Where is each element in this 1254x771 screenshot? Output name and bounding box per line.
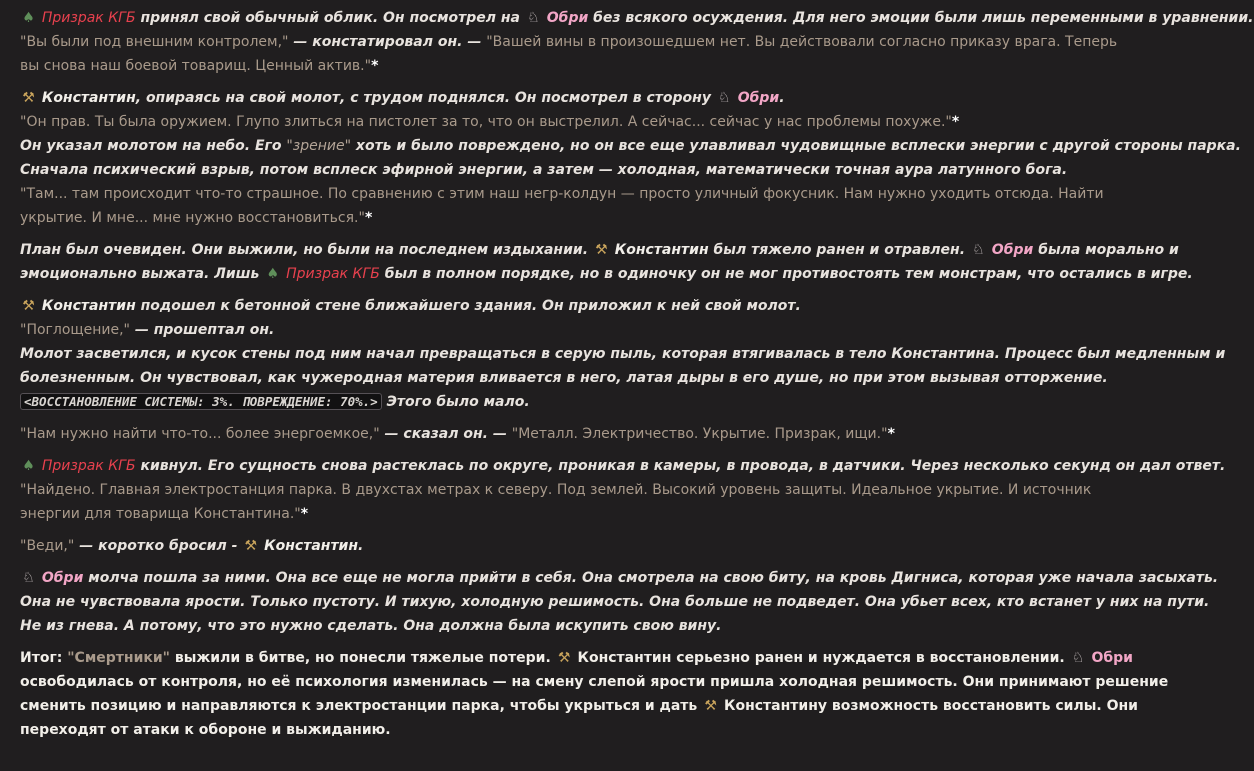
character-name-obri: Обри <box>546 10 589 26</box>
vision-term: "зрение" <box>286 138 352 154</box>
detective-icon: ♠ <box>22 458 35 474</box>
rabbit-icon: ♘ <box>718 90 731 106</box>
system-status-code: <ВОССТАНОВЛЕНИЕ СИСТЕМЫ: 3%. ПОВРЕЖДЕНИЕ: 70%.> <box>20 393 382 410</box>
character-name-konstantin: Константин <box>41 298 136 314</box>
paragraph <box>20 6 1254 78</box>
dialogue-text: "Вы были под внешним контролем," <box>20 34 289 50</box>
narration-text: без всякого осуждения. Для него эмоции были лишь переменными в уравнении. <box>593 10 1254 26</box>
dialogue-text: "Найдено. Главная электростанция парка. В двухстах метрах к северу. Под землей. Высокий уровень защиты. Идеальное укрытие. И источник <box>20 482 1092 498</box>
character-name-konstantin: Константин <box>264 538 359 554</box>
paragraph <box>20 566 1219 638</box>
character-name-ghost: Призрак КГБ <box>41 10 136 26</box>
text-line <box>20 158 1120 182</box>
narration-text: , опираясь на свой молот, с трудом поднялся. Он посмотрел в сторону <box>135 90 711 106</box>
summary-text: освободилась от контроля, но её психология изменилась — на смену слепой ярости пришла холодная решимость. Они принимают решение <box>20 674 1169 690</box>
narration-text: хоть и было повреждено, но он все еще улавливал чудовищные всплески энергии с другой стороны парка. <box>355 138 1241 154</box>
dialogue-text: "Веди," <box>20 538 75 554</box>
dialogue-text: "Он прав. Ты была оружием. Глупо злиться на пистолет за то, что он выстрелил. А сейчас... сейчас у нас проблемы похуже." <box>20 114 952 130</box>
hammer-icon: ⚒ <box>22 90 35 106</box>
text-line <box>20 478 1120 502</box>
text-line <box>20 110 1120 134</box>
narration-text: Молот засветился, и кусок стены под ним начал превращаться в серую пыль, которая втягивалась в тело Константина. Процесс был медленным и <box>20 346 1226 362</box>
narration-text: — прошептал он. <box>134 322 275 338</box>
hammer-icon: ⚒ <box>557 650 571 666</box>
narration-text: была морально и <box>1038 242 1179 258</box>
dialogue-text: энергии для товарища Константина." <box>20 506 301 522</box>
text-line <box>20 6 1254 30</box>
paragraph <box>20 238 1193 286</box>
summary-text: выжили в битве, но понесли тяжелые потери. <box>174 650 551 666</box>
summary-text: сменить позицию и направляются к электростанции парка, чтобы укрыться и дать <box>20 698 698 714</box>
paragraph <box>20 454 1226 526</box>
character-name-obri: Обри <box>991 242 1034 258</box>
summary-text: серьезно ранен и нуждается в восстановлении. <box>676 650 1065 666</box>
text-line <box>20 54 1120 78</box>
summary-text: переходят от атаки к обороне и выжиданию. <box>20 722 391 738</box>
summary-label: Итог: <box>20 650 63 666</box>
summary-text: возможность восстановить силы. Они <box>831 698 1138 714</box>
group-name: "Смертники" <box>67 650 170 666</box>
text-line <box>20 182 1120 206</box>
text-line: ⚒ Константин, опираясь на свой молот, с трудом поднялся. Он посмотрел в сторону ♘ Обри. <box>20 86 1120 110</box>
paragraph <box>20 294 1226 414</box>
narration-text: Этого было мало. <box>386 394 530 410</box>
paragraph <box>20 534 1120 558</box>
rabbit-icon: ♘ <box>972 242 985 258</box>
dialogue-text: "Вашей вины в произошедшем нет. Вы действовали согласно приказу врага. Теперь <box>486 34 1118 50</box>
text-line <box>20 342 1226 366</box>
narration-text: кивнул. Его сущность снова растеклась по округе, проникая в камеры, в провода, в датчики. Через несколько секунд он дал ответ. <box>140 458 1226 474</box>
narration-text: — констатировал он. — <box>293 34 482 50</box>
character-name-obri: Обри <box>1091 650 1133 666</box>
text-line <box>20 566 1219 590</box>
narration-text: Не из гнева. А потому, что это нужно сделать. Она должна была искупить свою вину. <box>20 618 722 634</box>
text-line <box>20 614 1120 638</box>
text-line <box>20 454 1226 478</box>
text-line <box>20 366 1120 390</box>
dialogue-text: укрытие. И мне... мне нужно восстановиться." <box>20 210 365 226</box>
summary-paragraph <box>20 646 1169 742</box>
paragraph <box>20 422 1120 446</box>
narration-text: принял свой обычный облик. Он посмотрел на <box>140 10 521 26</box>
narration-text: План был очевиден. Они выжили, но были на последнем издыхании. <box>20 242 589 258</box>
hammer-icon: ⚒ <box>704 698 717 714</box>
character-name-konstantin: Константин <box>614 242 709 258</box>
narration-text: подошел к бетонной стене ближайшего здания. Он приложил к ней свой молот. <box>140 298 801 314</box>
narration-text: эмоционально выжата. Лишь <box>20 266 260 282</box>
text-line <box>20 318 1120 342</box>
character-name-ghost: Призрак КГБ <box>286 266 380 282</box>
dialogue-text: "Металл. Электричество. Укрытие. Призрак, ищи." <box>511 426 888 442</box>
narration-text: молча пошла за ними. Она все еще не могла прийти в себя. Она смотрела на свою биту, на кровь Дигниса, которая уже начала засыхать. <box>88 570 1219 586</box>
text-line <box>20 590 1210 614</box>
asterisk: * <box>951 114 960 130</box>
hammer-icon: ⚒ <box>244 538 258 554</box>
text-line <box>20 718 1120 742</box>
rabbit-icon: ♘ <box>1071 650 1085 666</box>
narration-text: был тяжело ранен и отравлен. <box>713 242 966 258</box>
detective-icon: ♠ <box>22 10 35 26</box>
text-line <box>20 134 1241 158</box>
text-line <box>20 646 1133 670</box>
character-name-konstantin: Константин <box>41 90 136 106</box>
asterisk: * <box>364 210 373 226</box>
asterisk: * <box>300 506 309 522</box>
text-line <box>20 390 1120 414</box>
text-line <box>20 694 1138 718</box>
text-line <box>20 238 1179 262</box>
rabbit-icon: ♘ <box>22 570 35 586</box>
character-name-obri: Обри <box>737 90 780 106</box>
text-line <box>20 30 1120 54</box>
character-name-konstantin: Константину <box>724 698 828 714</box>
character-name-konstantin: Константин <box>577 650 672 666</box>
dialogue-text: "Нам нужно найти что-то... более энергоемкое," <box>20 426 380 442</box>
narration-text: болезненным. Он чувствовал, как чужеродная материя вливается в него, латая дыры в его душе, но при этом вызывая отторжение. <box>20 370 1108 386</box>
dialogue-text: "Поглощение," <box>20 322 130 338</box>
detective-icon: ♠ <box>266 266 280 282</box>
text-line: "Веди," — коротко бросил - ⚒ Константин. <box>20 534 1120 558</box>
text-line <box>20 294 1120 318</box>
text-line <box>20 502 1120 526</box>
narration-text: Сначала психический взрыв, потом всплеск эфирной энергии, а затем — холодная, математически точная аура латунного бога. <box>20 162 1068 178</box>
paragraph <box>20 86 1241 230</box>
narration-text: — сказал он. — <box>384 426 507 442</box>
narration-text: был в полном порядке, но в одиночку он не мог противостоять тем монстрам, что остались в игре. <box>384 266 1193 282</box>
dialogue-text: вы снова наш боевой товарищ. Ценный актив." <box>20 58 372 74</box>
narration-text: — коротко бросил - <box>79 538 238 554</box>
text-line <box>20 422 1120 446</box>
hammer-icon: ⚒ <box>22 298 35 314</box>
asterisk: * <box>371 58 379 74</box>
character-name-obri: Обри <box>41 570 84 586</box>
text-line <box>20 262 1193 286</box>
rabbit-icon: ♘ <box>527 10 540 26</box>
asterisk: * <box>887 426 895 442</box>
character-name-ghost: Призрак КГБ <box>41 458 136 474</box>
narration-text: Она не чувствовала ярости. Только пустоту. И тихую, холодную решимость. Она больше не подведет. Она убьет всех, кто встанет у них на пути. <box>20 594 1210 610</box>
hammer-icon: ⚒ <box>595 242 608 258</box>
text-line <box>20 206 1120 230</box>
dialogue-text: "Там... там происходит что-то страшное. По сравнению с этим наш негр-колдун — просто уличный фокусник. Нам нужно уходить отсюда. Найти <box>20 186 1104 202</box>
text-line <box>20 670 1169 694</box>
narration-text: Он указал молотом на небо. Его <box>20 138 282 154</box>
